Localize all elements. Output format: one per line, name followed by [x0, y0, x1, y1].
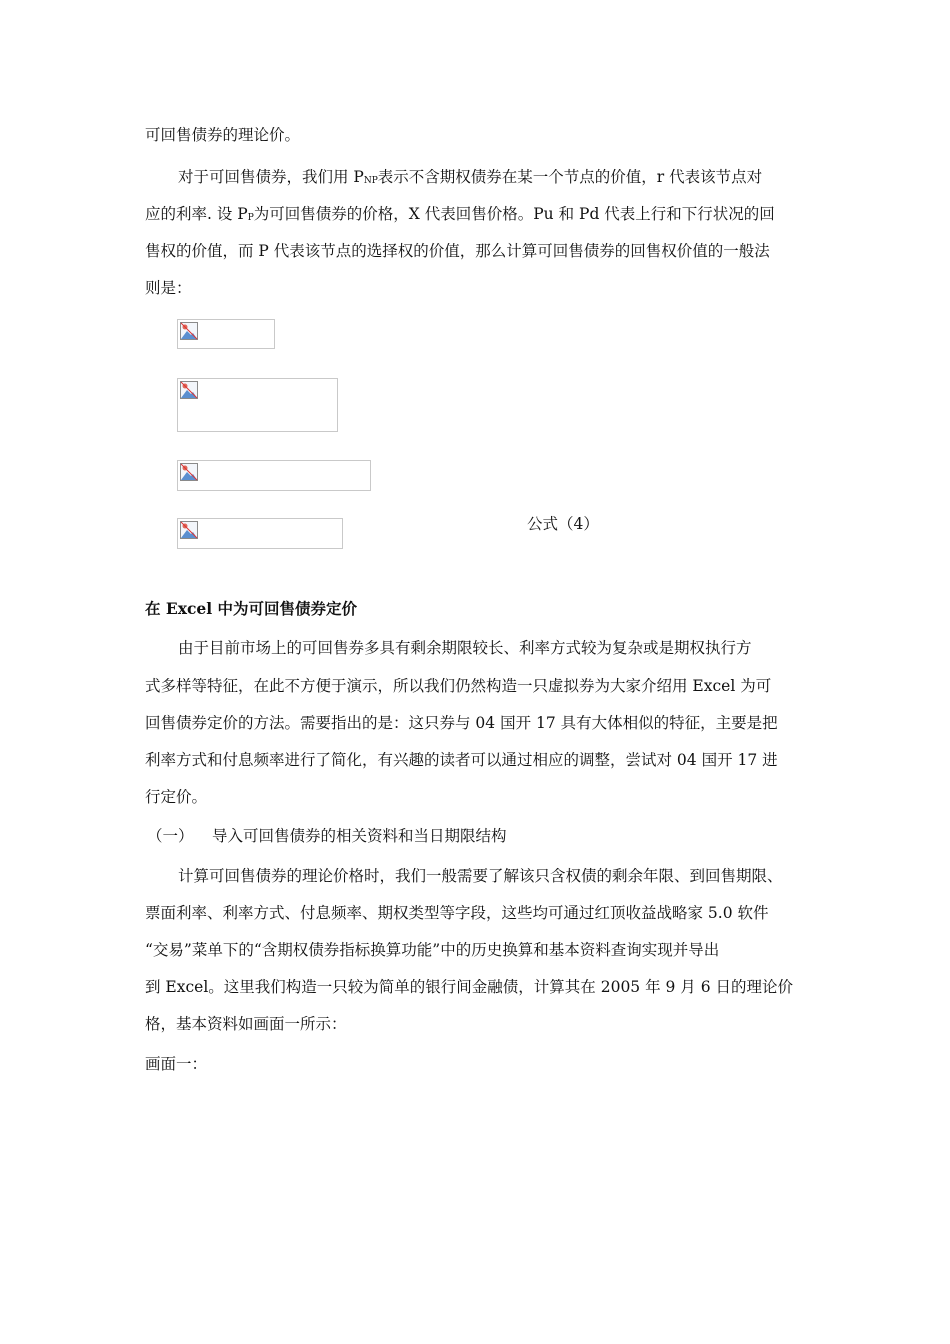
- text-line: 回售债券定价的方法。需要指出的是：这只券与 04 国开 17 具有大体相似的特征，主要是把: [145, 714, 778, 732]
- broken-image-icon: [180, 322, 198, 340]
- text-span: 应的利率. 设 P: [145, 205, 248, 223]
- text-line: [178, 167, 762, 191]
- subscript: P: [247, 213, 254, 223]
- text-line: 由于目前市场上的可回售券多具有剩余期限较长、利率方式较为复杂或是期权执行方: [178, 639, 752, 657]
- text-line: 售权的价值，而 P 代表该节点的选择权的价值，那么计算可回售债券的回售权价值的一般法: [145, 242, 770, 260]
- text-line: 计算可回售债券的理论价格时，我们一般需要了解该只含权债的剩余年限、到回售期限、: [178, 867, 783, 885]
- formula-label: 公式（4）: [527, 515, 599, 533]
- sub-heading-number: （一）: [147, 827, 194, 845]
- screen-label: 画面一：: [145, 1055, 208, 1073]
- text-line: 票面利率、利率方式、付息频率、期权类型等字段，这些均可通过红顶收益战略家 5.0 软件: [145, 904, 769, 922]
- text-line: 行定价。: [145, 788, 208, 806]
- text-line: 可回售债券的理论价。: [145, 126, 301, 144]
- text-line: 格，基本资料如画面一所示：: [145, 1015, 347, 1033]
- text-span: 对于可回售债券，我们用 P: [178, 168, 364, 186]
- formula-image-4: [177, 518, 343, 549]
- text-span: 为可回售债券的价格，X 代表回售价格。Pu 和 Pd 代表上行和下行状况的回: [253, 205, 775, 223]
- formula-image-3: [177, 460, 371, 491]
- text-line: 利率方式和付息频率进行了简化，有兴趣的读者可以通过相应的调整，尝试对 04 国开 17 进: [145, 751, 778, 769]
- text-span: 表示不含期权债券在某一个节点的价值，r 代表该节点对: [377, 168, 763, 186]
- formula-image-2: [177, 378, 338, 432]
- section-heading: 在 Excel 中为可回售债券定价: [145, 599, 358, 618]
- formula-image-1: [177, 319, 275, 349]
- broken-image-icon: [180, 381, 198, 399]
- broken-image-icon: [180, 463, 198, 481]
- text-line: [145, 204, 775, 228]
- subscript: NP: [363, 176, 378, 186]
- sub-heading: 导入可回售债券的相关资料和当日期限结构: [212, 827, 507, 845]
- text-line: 则是：: [145, 279, 192, 297]
- text-line: 到 Excel。这里我们构造一只较为简单的银行间金融债，计算其在 2005 年 9 月 6 日的理论价: [145, 978, 794, 996]
- text-line: 式多样等特征，在此不方便于演示，所以我们仍然构造一只虚拟券为大家介绍用 Excel 为可: [145, 677, 772, 695]
- text-line: “交易”菜单下的“含期权债券指标换算功能”中的历史换算和基本资料查询实现并导出: [145, 941, 720, 959]
- broken-image-icon: [180, 521, 198, 539]
